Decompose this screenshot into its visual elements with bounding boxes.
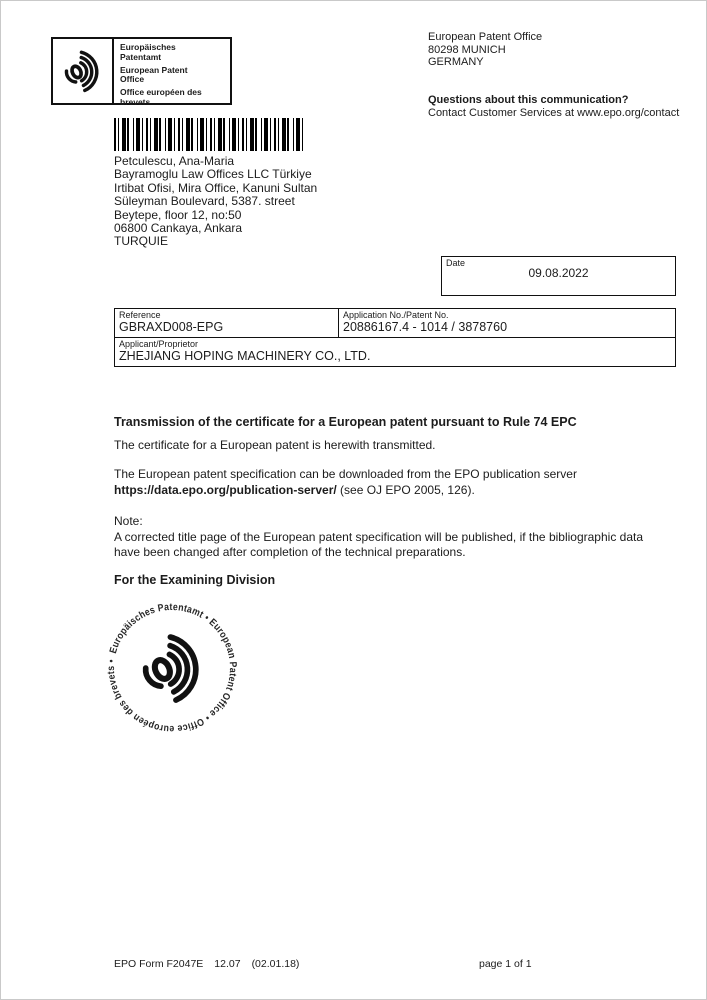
questions-heading: Questions about this communication? xyxy=(428,94,629,106)
reference-value: GBRAXD008-EPG xyxy=(119,320,224,334)
download-suffix: (see OJ EPO 2005, 126). xyxy=(336,482,475,497)
footer-form-version: 12.07 xyxy=(214,958,241,970)
applicant-value: ZHEJIANG HOPING MACHINERY CO., LTD. xyxy=(119,349,371,363)
office-address-line: 80298 MUNICH xyxy=(428,43,506,56)
office-name-fr: Office européen des brevets xyxy=(120,87,202,107)
examining-division-stamp xyxy=(96,593,248,743)
office-address-line: GERMANY xyxy=(428,56,484,68)
address-line: Süleyman Boulevard, 5387. street xyxy=(114,194,295,209)
letter-title: Transmission of the certificate for a European patent pursuant to Rule 74 EPC xyxy=(114,415,577,429)
applicant-cell xyxy=(115,338,675,366)
download-url-line xyxy=(114,483,577,499)
date-value: 09.08.2022 xyxy=(528,266,589,280)
paragraph-download xyxy=(114,467,577,498)
note-block xyxy=(114,514,643,561)
epo-office-names xyxy=(114,39,230,107)
footer-form-revision: (02.01.18) xyxy=(251,958,300,970)
questions-block xyxy=(428,94,679,120)
date-box xyxy=(441,256,676,296)
application-label: Application No./Patent No. xyxy=(343,310,449,320)
office-address-line: European Patent Office xyxy=(428,31,543,43)
paragraph-transmitted: The certificate for a European patent is herewith transmitted. xyxy=(114,438,436,452)
reference-label: Reference xyxy=(119,310,161,320)
note-label: Note: xyxy=(114,514,143,528)
address-line: Bayramoglu Law Offices LLC Türkiye xyxy=(114,167,312,182)
barcode xyxy=(114,118,303,151)
note-line: A corrected title page of the European patent specification will be published, if the bibliographic data xyxy=(114,529,644,544)
download-line: The European patent specification can be downloaded from the EPO publication server xyxy=(114,467,577,481)
address-line: Beytepe, floor 12, no:50 xyxy=(114,207,242,222)
footer-form-id xyxy=(114,958,299,970)
recipient-address xyxy=(114,155,317,249)
note-line: have been changed after completion of the technical preparations. xyxy=(114,545,466,559)
address-line: TURQUIE xyxy=(114,234,168,249)
application-cell xyxy=(339,309,675,337)
epo-logo-box xyxy=(51,37,232,105)
date-label: Date xyxy=(446,258,466,268)
application-value: 20886167.4 - 1014 / 3878760 xyxy=(343,320,508,334)
footer-page-number: page 1 of 1 xyxy=(479,958,532,970)
questions-contact-line: Contact Customer Services at www.epo.org/contact xyxy=(428,107,680,119)
table-row xyxy=(115,309,675,338)
address-line: Irtibat Ofisi, Mira Office, Kanuni Sultan xyxy=(114,180,318,195)
reference-table xyxy=(114,308,676,367)
reference-cell xyxy=(115,309,339,337)
stamp-logo-icon xyxy=(146,637,196,700)
office-name-de: Europäisches Patentamt xyxy=(120,42,176,62)
office-name-en: European Patent Office xyxy=(120,64,188,85)
address-line: 06800 Cankaya, Ankara xyxy=(114,221,243,236)
signature-line: For the Examining Division xyxy=(114,573,276,587)
applicant-label: Applicant/Proprietor xyxy=(119,339,199,349)
stamp-ring-text: Europäisches Patentamt • European Patent Office • Office européen des brevets • xyxy=(105,601,239,735)
epo-logo-icon xyxy=(53,39,114,103)
publication-server-url: https://data.epo.org/publication-server/ xyxy=(114,482,337,497)
address-line: Petculescu, Ana-Maria xyxy=(114,154,235,168)
office-address xyxy=(428,31,542,69)
footer-form-name: EPO Form F2047E xyxy=(114,958,204,970)
